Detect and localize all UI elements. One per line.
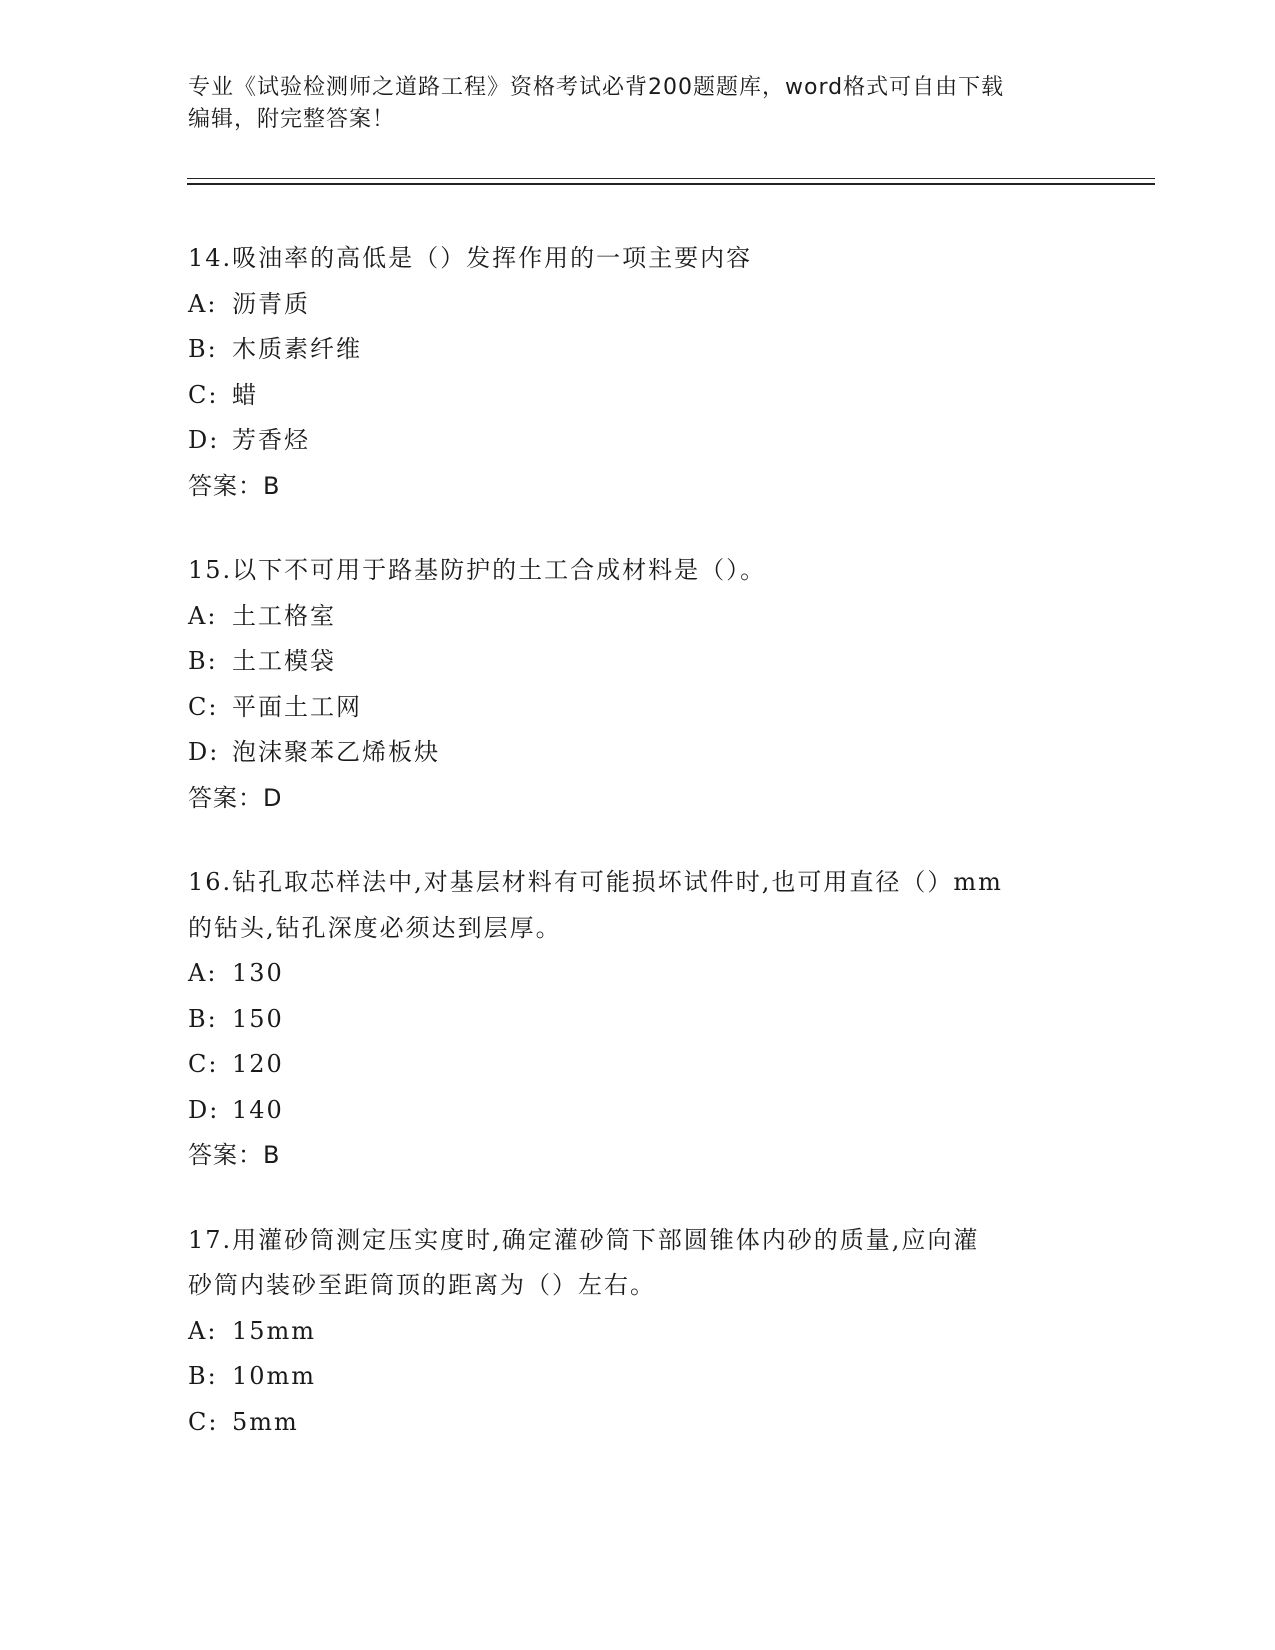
option-text: 15mm — [232, 1316, 317, 1345]
option-c — [188, 1042, 1088, 1088]
option-key: D: — [188, 1095, 220, 1124]
option-key: C: — [188, 380, 219, 409]
option-text: 沥青质 — [232, 289, 310, 318]
option-d — [188, 730, 1088, 776]
option-text: 140 — [232, 1095, 284, 1124]
option-key: A: — [188, 601, 218, 630]
answer-text: 答案：B — [188, 1141, 281, 1169]
option-a — [188, 282, 1088, 328]
option-key: D: — [188, 426, 220, 454]
option-b — [188, 639, 1088, 685]
option-key: C: — [188, 1050, 219, 1078]
option-text: 5mm — [232, 1407, 299, 1436]
option-text: 木质素纤维 — [232, 335, 362, 363]
question-stem: 14.吸油率的高低是（）发挥作用的一项主要内容 — [188, 244, 753, 272]
option-a — [188, 1309, 1088, 1355]
option-text: 芳香烃 — [232, 426, 310, 454]
option-a — [188, 594, 1088, 640]
question-stem-line-1: 16.钻孔取芯样法中,对基层材料有可能损坏试件时,也可用直径（）mm — [188, 868, 1003, 896]
option-key: A: — [188, 1316, 218, 1345]
option-a — [188, 951, 1088, 997]
page-header — [188, 72, 1088, 136]
header-line-1: 专业《试验检测师之道路工程》资格考试必背200题题库，word格式可自由下载 — [188, 75, 1005, 100]
option-d — [188, 1088, 1088, 1134]
header-line-2: 编辑，附完整答案！ — [188, 107, 396, 132]
option-key: B: — [188, 1362, 218, 1390]
option-b — [188, 1354, 1088, 1400]
answer-text: 答案：D — [188, 783, 283, 812]
option-text: 土工格室 — [232, 601, 336, 630]
question-stem-line-2: 砂筒内装砂至距筒顶的距离为（）左右。 — [188, 1271, 656, 1299]
option-c — [188, 1400, 1088, 1446]
answer-text: 答案：B — [188, 471, 281, 500]
question-15 — [188, 548, 1088, 821]
option-text: 泡沫聚苯乙烯板炔 — [232, 738, 440, 766]
option-text: 土工模袋 — [232, 647, 336, 675]
option-key: B: — [188, 647, 218, 675]
option-key: C: — [188, 692, 219, 721]
header-divider — [187, 178, 1155, 185]
option-key: D: — [188, 738, 220, 766]
option-key: A: — [188, 959, 218, 987]
question-16 — [188, 860, 1088, 1179]
question-stem-line-1: 17.用灌砂筒测定压实度时,确定灌砂筒下部圆锥体内砂的质量,应向灌 — [188, 1225, 980, 1254]
question-stem-line-2: 的钻头,钻孔深度必须达到层厚。 — [188, 913, 562, 942]
option-key: A: — [188, 289, 218, 318]
option-key: B: — [188, 1004, 218, 1033]
option-text: 130 — [232, 959, 284, 987]
option-text: 10mm — [232, 1362, 317, 1390]
option-text: 蜡 — [232, 380, 258, 409]
option-b — [188, 327, 1088, 373]
option-b — [188, 997, 1088, 1043]
question-17 — [188, 1218, 1088, 1446]
option-key: C: — [188, 1407, 219, 1436]
option-c — [188, 685, 1088, 731]
option-text: 150 — [232, 1004, 284, 1033]
option-text: 120 — [232, 1050, 284, 1078]
option-c — [188, 373, 1088, 419]
option-text: 平面土工网 — [232, 692, 362, 721]
question-stem: 15.以下不可用于路基防护的土工合成材料是（）。 — [188, 556, 767, 584]
question-14 — [188, 236, 1088, 509]
option-key: B: — [188, 335, 218, 363]
option-d — [188, 418, 1088, 464]
question-list — [188, 236, 1088, 1445]
